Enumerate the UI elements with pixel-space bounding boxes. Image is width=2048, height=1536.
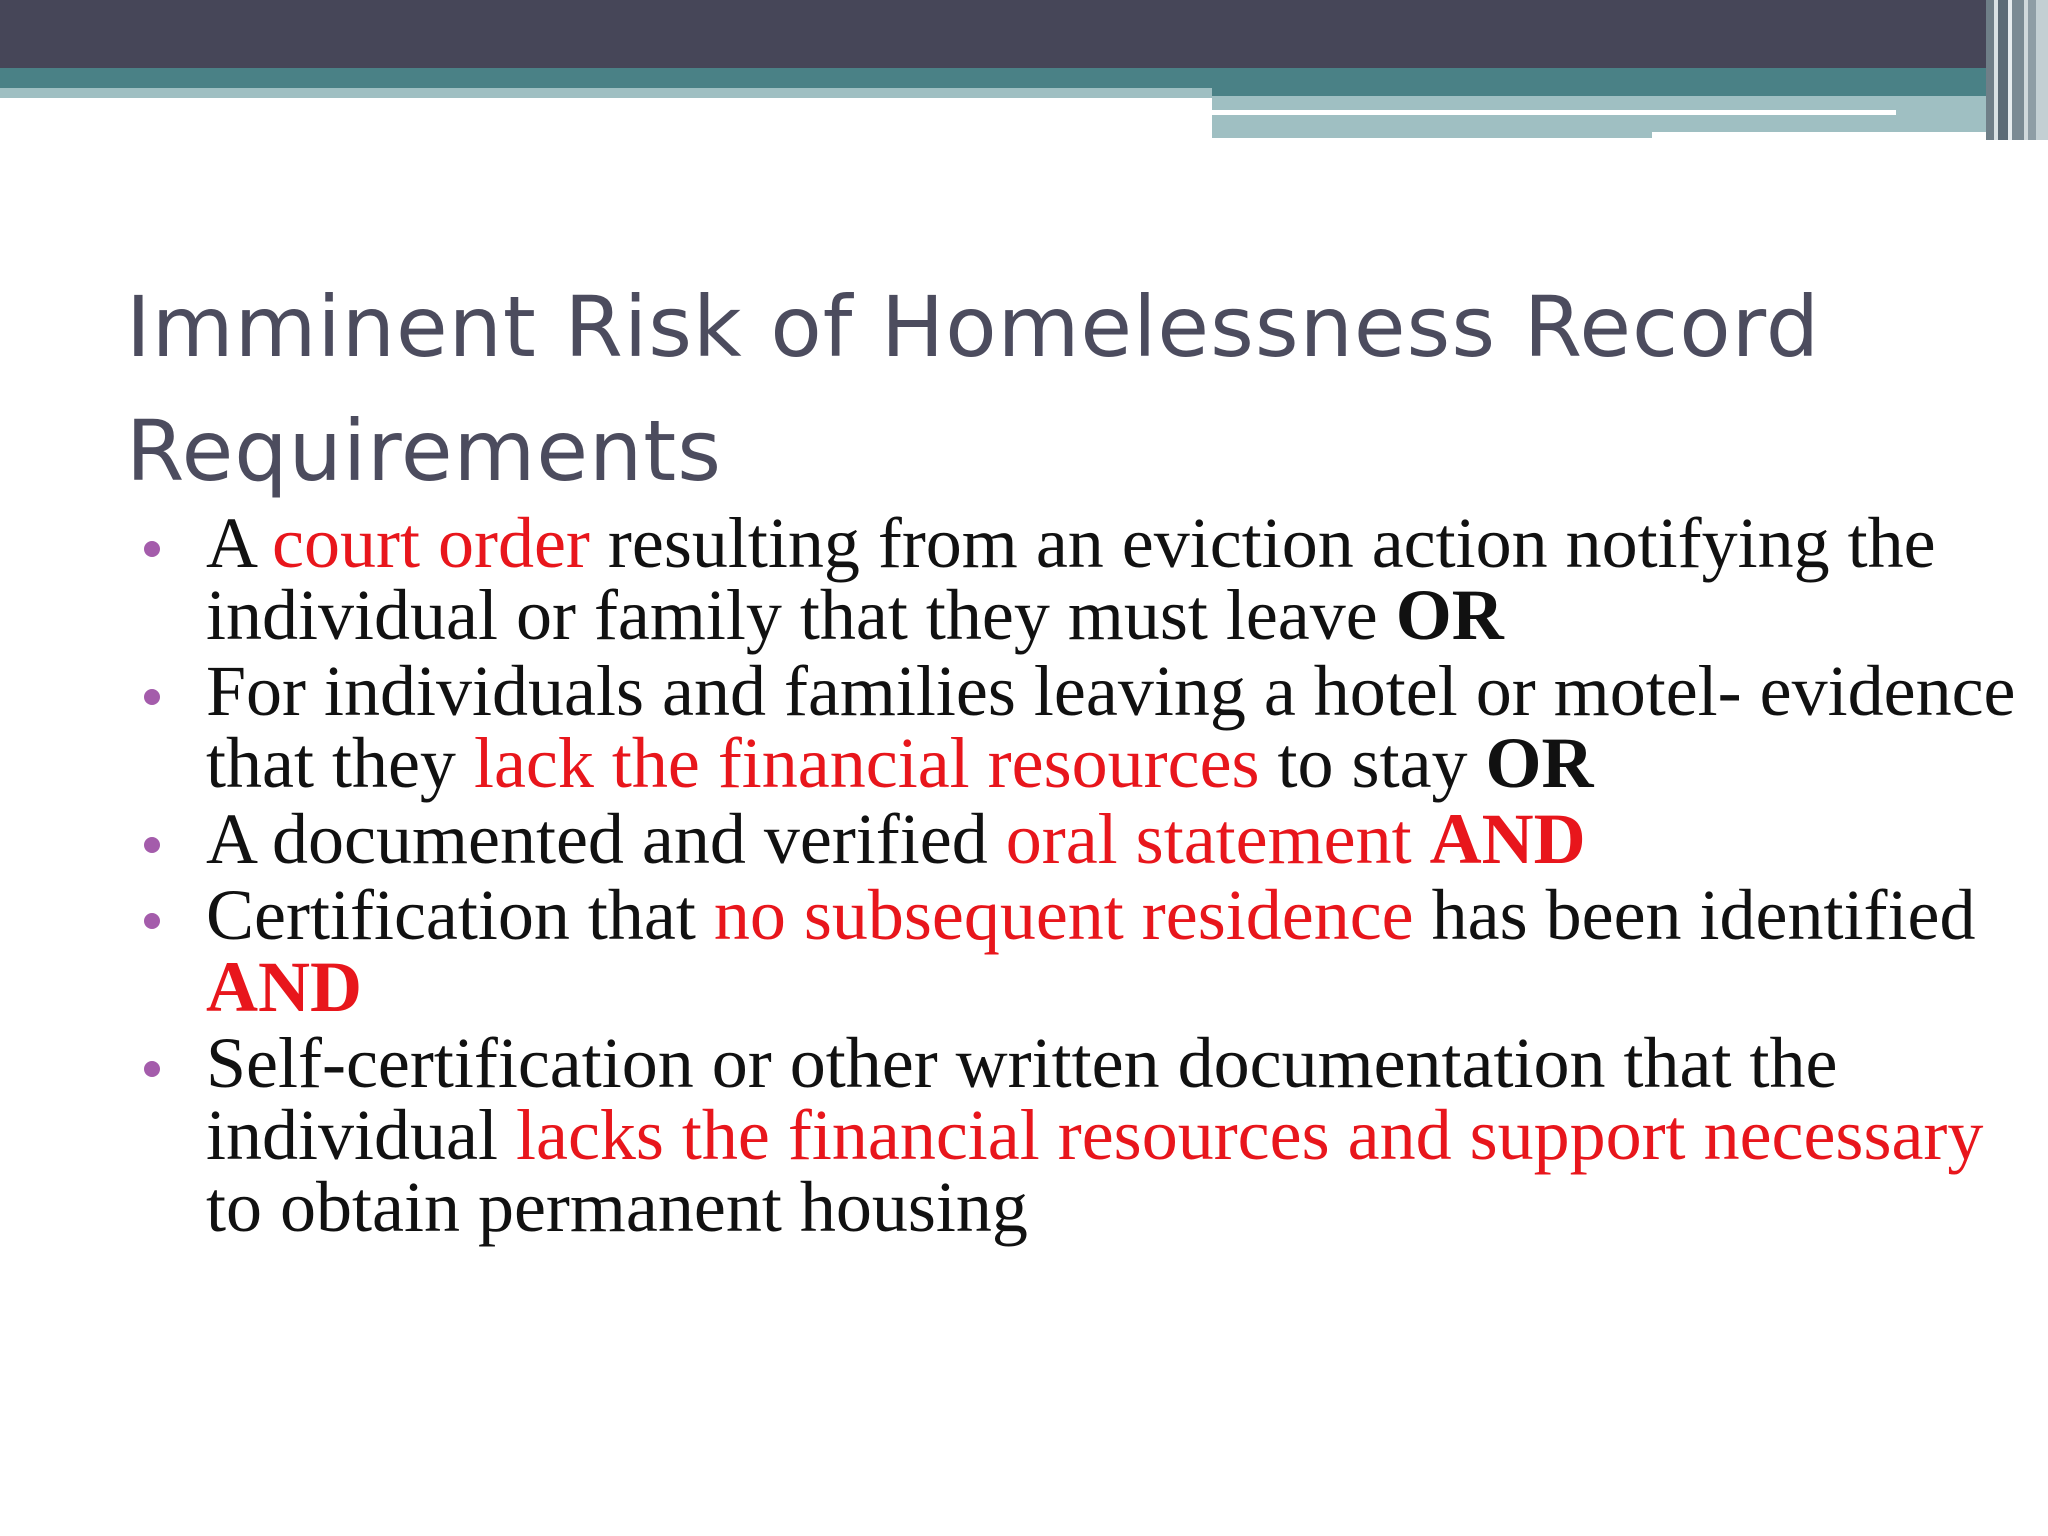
header-band-teal xyxy=(0,68,1212,88)
header-band-teal-light xyxy=(0,88,1212,98)
bullet-item xyxy=(140,875,2030,1027)
header-band-dark xyxy=(0,0,2048,68)
bullet-text-segment: OR xyxy=(1395,575,1504,655)
bullet-text-segment: oral statement xyxy=(1005,799,1430,879)
bullet-text-segment: court order xyxy=(272,503,590,583)
bullet-text-segment: OR xyxy=(1485,723,1594,803)
bullet-text-segment: A documented and verified xyxy=(206,799,1006,879)
bullet-text-segment: For individuals and families leaving a hotel or motel- evidence that they xyxy=(206,651,2016,803)
bullet-text-segment: lacks the financial resources and support necessary xyxy=(515,1095,1984,1175)
bullet-dot-icon xyxy=(144,837,160,853)
edge-stripes-decoration xyxy=(1986,0,2048,140)
bullet-text-segment: Self-certification or other written documentation that the individual xyxy=(206,1023,1838,1175)
bullet-text-segment: to stay xyxy=(1259,723,1486,803)
bullet-list xyxy=(140,503,2030,1247)
bullet-item xyxy=(140,651,2030,803)
slide-title: Imminent Risk of Homelessness Record Requirements xyxy=(126,278,1821,500)
bullet-text-segment: A xyxy=(206,503,273,583)
bullet-text-segment: Certification that xyxy=(206,875,714,955)
bullet-text-segment: no subsequent residence xyxy=(713,875,1414,955)
bullet-text-segment: has been identified xyxy=(1413,875,1976,955)
bullet-text-segment: AND xyxy=(206,947,362,1027)
header-band-right-teal xyxy=(1212,68,2048,96)
bullet-item xyxy=(140,1023,2030,1247)
bullet-item xyxy=(140,799,2030,879)
bullet-text-segment: lack the financial resources xyxy=(473,723,1260,803)
bullet-text-segment: AND xyxy=(1429,799,1586,879)
bullet-dot-icon xyxy=(144,1061,160,1077)
bullet-dot-icon xyxy=(144,541,160,557)
bullet-item xyxy=(140,503,2030,655)
bullet-text-segment: to obtain permanent housing xyxy=(206,1167,1028,1247)
bullet-dot-icon xyxy=(144,913,160,929)
bullet-text-segment: resulting from an eviction action notifying the individual or family that they must leave xyxy=(206,503,1936,655)
header-line-white xyxy=(1212,110,1896,115)
bullet-dot-icon xyxy=(144,689,160,705)
